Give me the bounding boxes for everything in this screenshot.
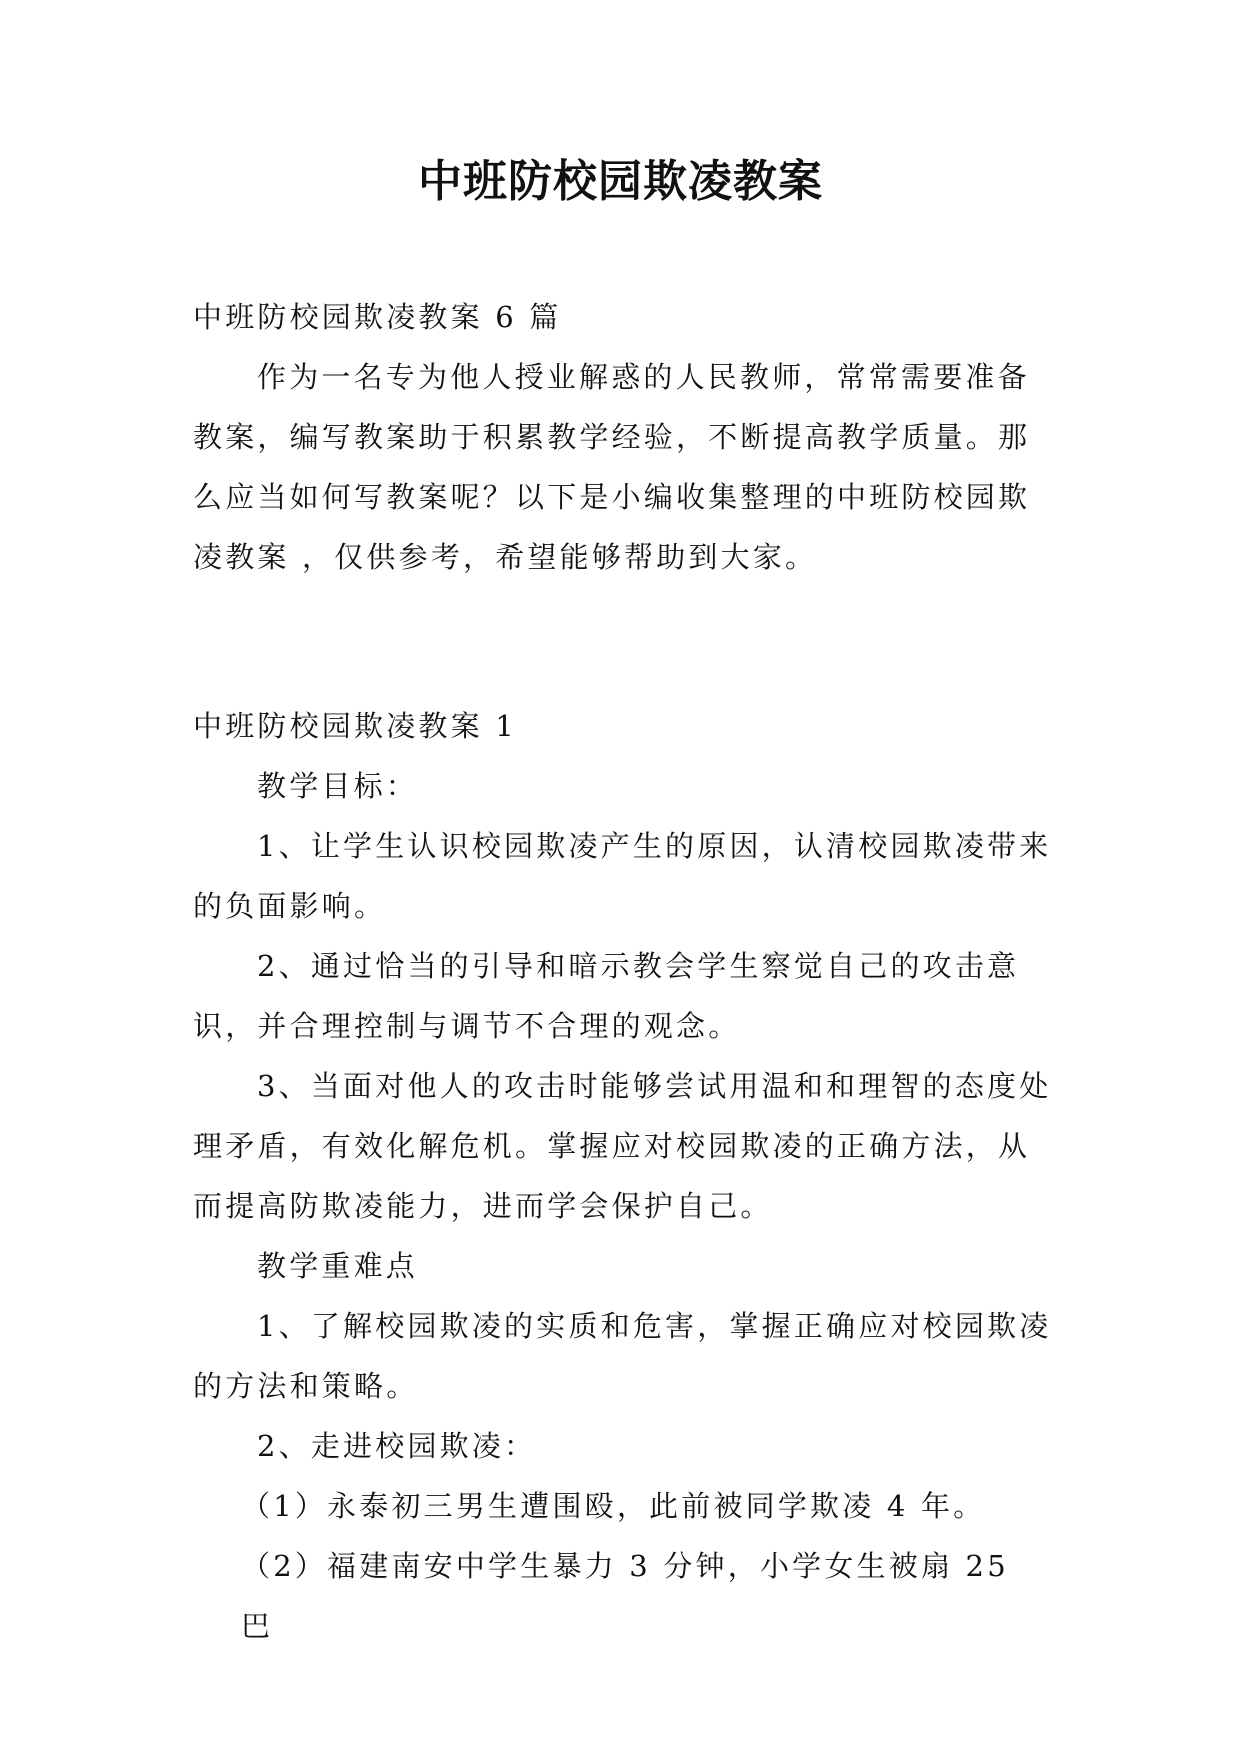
collection-heading: 中班防校园欺凌教案 6 篇 (193, 300, 562, 334)
objective-item-2: 2、通过恰当的引导和暗示教会学生察觉自己的攻击意识，并合理控制与调节不合理的观念。 (193, 949, 1020, 1043)
case-item-2: （2）福建南安中学生暴力 3 分钟，小学女生被扇 25 巴 (241, 1549, 1009, 1643)
case-item-1: （1）永泰初三男生遭围殴，此前被同学欺凌 4 年。 (241, 1489, 986, 1523)
objectives-heading: 教学目标： (257, 769, 419, 803)
objective-item-3: 3、当面对他人的攻击时能够尝试用温和和理智的态度处理矛盾，有效化解危机。掌握应对校园欺凌的正确方法，从而提高防欺凌能力，进而学会保护自己。 (193, 1069, 1052, 1223)
objective-item-1: 1、让学生认识校园欺凌产生的原因，认清校园欺凌带来的负面影响。 (193, 829, 1052, 923)
key-points-heading: 教学重难点 (257, 1249, 419, 1283)
section-gap (193, 587, 1053, 696)
document-body (193, 287, 1053, 1656)
key-point-item-2: 2、走进校园欺凌： (257, 1429, 537, 1463)
intro-paragraph: 作为一名专为他人授业解惑的人民教师，常常需要准备教案，编写教案助于积累教学经验，不断提高教学质量。那么应当如何写教案呢？以下是小编收集整理的中班防校园欺凌教案 ，仅供参考，希望能够帮助到大家。 (193, 360, 1031, 574)
key-point-item-1: 1、了解校园欺凌的实质和危害，掌握正确应对校园欺凌的方法和策略。 (193, 1309, 1052, 1403)
document-title: 中班防校园欺凌教案 (418, 156, 823, 207)
section-heading: 中班防校园欺凌教案 1 (193, 709, 517, 743)
